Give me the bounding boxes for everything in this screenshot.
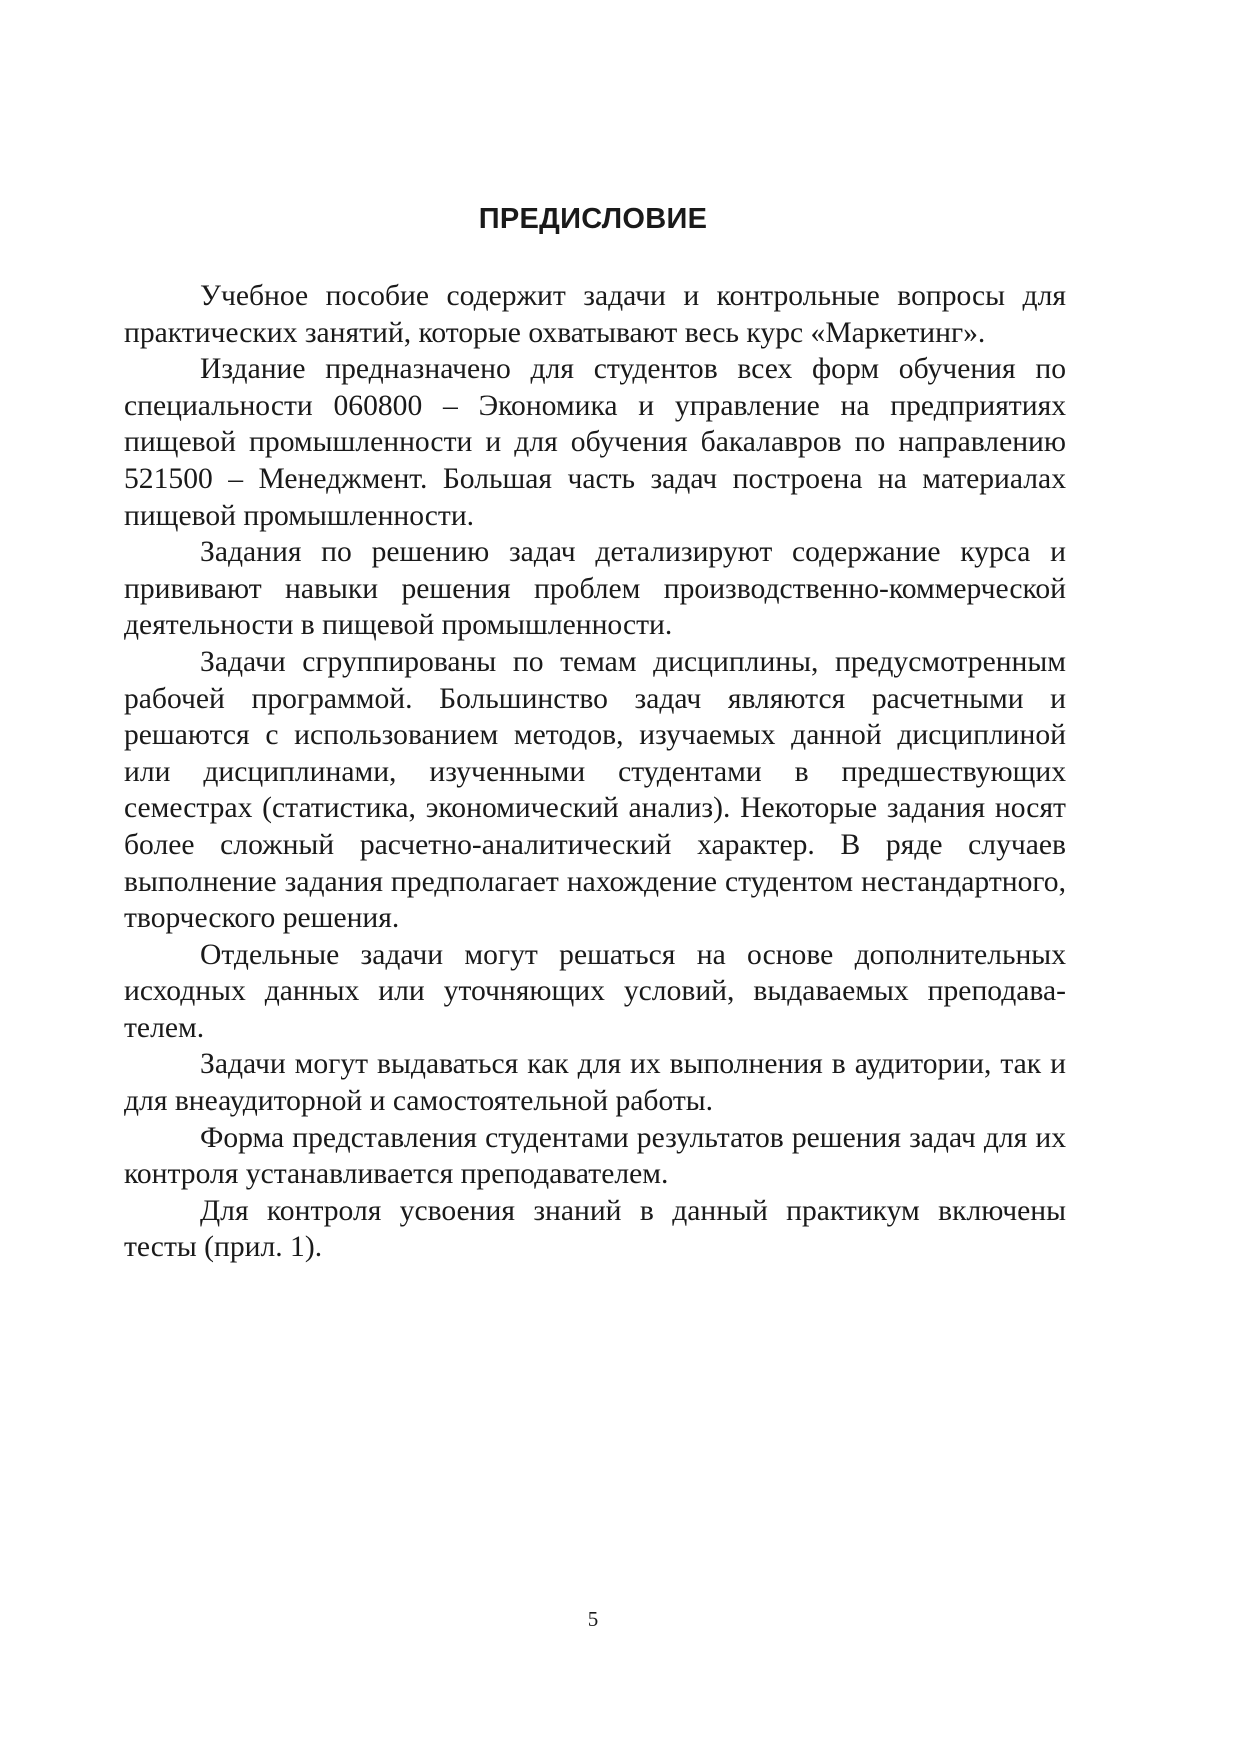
paragraph: Учебное пособие содержит задачи и контрольные вопросы для практических занятий, которые охватывают весь курс «Маркетинг». [124, 280, 1066, 349]
paragraph: Форма представления студентами результатов решения задач для их контроля устанавливается преподавателем. [124, 1121, 1066, 1191]
paragraph: Для контроля усвоения знаний в данный практикум включены тесты (прил. 1). [124, 1194, 1066, 1264]
paragraph: Задачи сгруппированы по темам дисциплины, предусмотренным рабочей программой. Большинство задач являются расчетными и решаются с использованием методов, изучаемых данной дисциплиной или дисциплинами, изученными студентами в предшествующих семестрах (статистика, экономический анализ). Некоторые задания носят более сложный расчетно-аналитический характер. В ряде случаев выполнение задания предполагает нахождение студентом нестандартного, творческого решения. [124, 645, 1066, 935]
page-title: ПРЕДИСЛОВИЕ [478, 203, 708, 235]
paragraph: Издание предназначено для студентов всех форм обучения по специальности 060800 – Экономика и управление на предприятиях пищевой промышленности и для обучения бакалавров по направлению 521500 – Менеджмент. Большая часть задач построена на материалах пищевой промышленности. [124, 353, 1066, 532]
paragraph: Задачи могут выдаваться как для их выполнения в аудитории, так и для внеаудиторной и самостоятельной работы. [124, 1048, 1066, 1118]
body-text [124, 278, 1066, 1266]
page-number: 5 [587, 1607, 599, 1631]
paragraph: Отдельные задачи могут решаться на основе дополнительных исходных данных или уточняющих условий, выдаваемых преподавателем. [124, 938, 1066, 1044]
paragraph: Задания по решению задач детализируют содержание курса и прививают навыки решения проблем производственно-коммерческой деятельности в пищевой промышленности. [124, 536, 1066, 642]
